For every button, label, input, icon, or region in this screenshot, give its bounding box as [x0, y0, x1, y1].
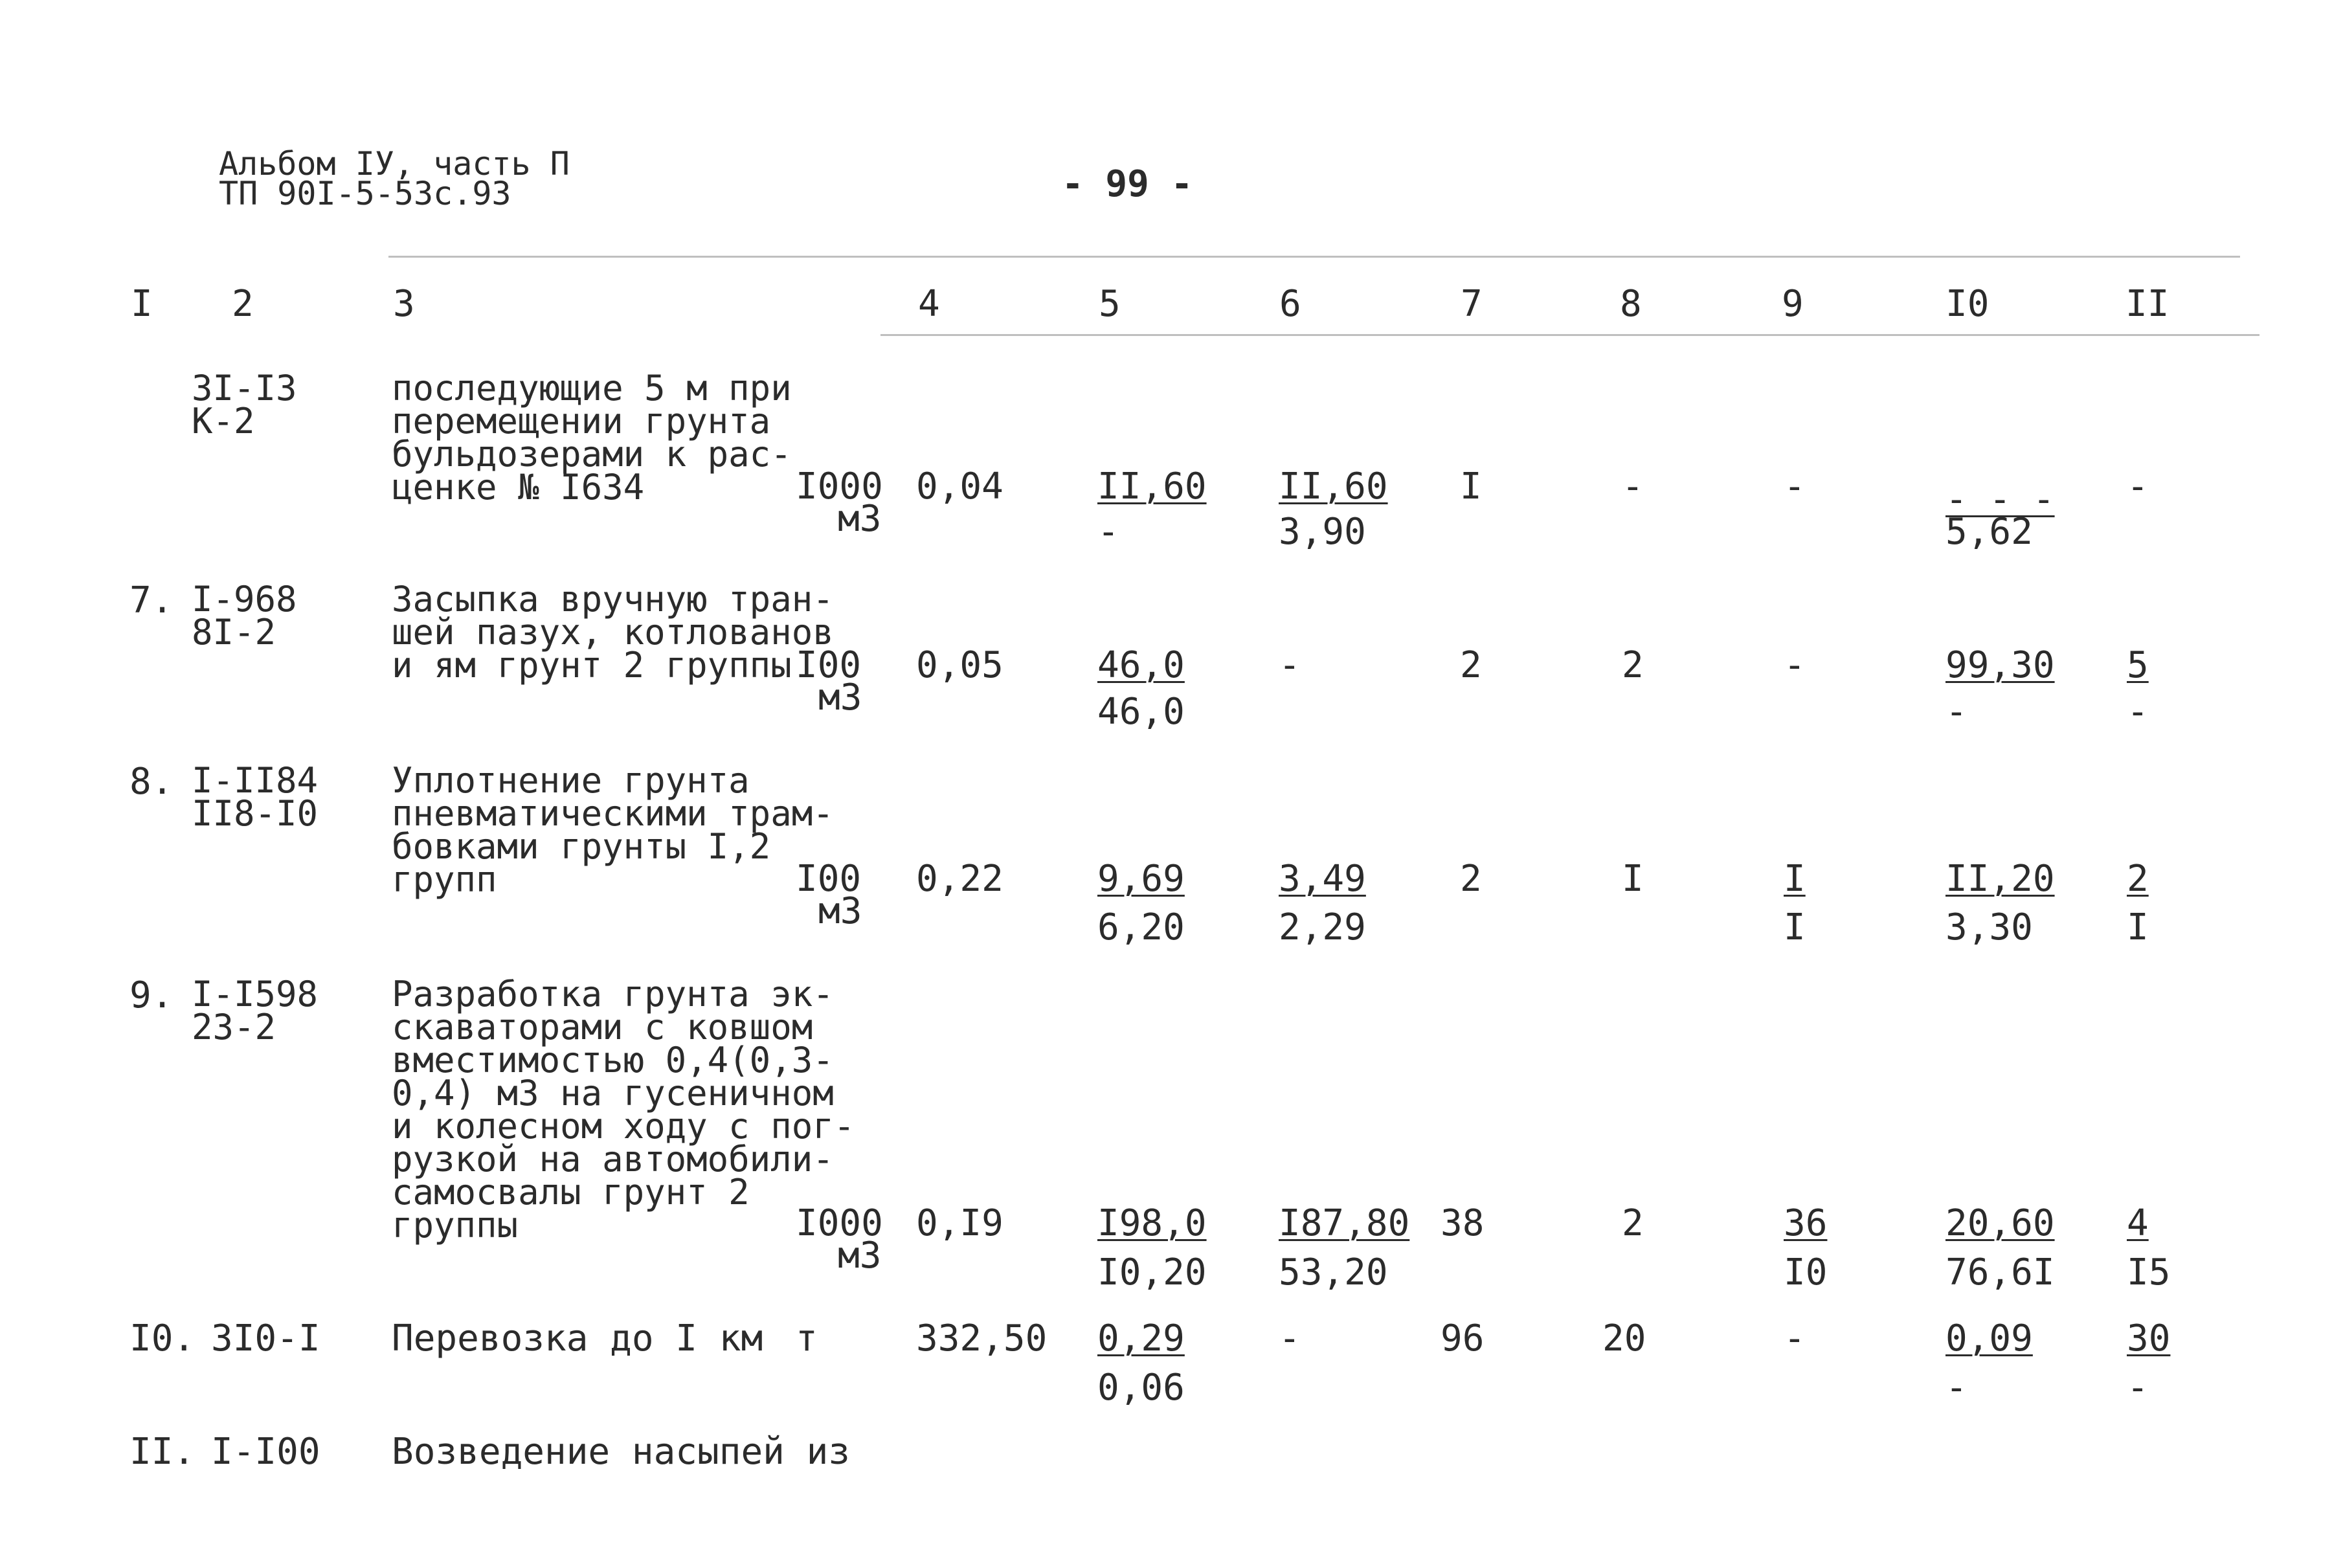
row-code: I-968 8I-2: [192, 579, 297, 653]
col10-top: 20,60: [1945, 1202, 2055, 1244]
col-11: II: [2125, 283, 2169, 325]
col5-top: 0,29: [1097, 1317, 1185, 1360]
col11-bottom: -: [2127, 1367, 2149, 1409]
unit-measure: м3: [818, 677, 862, 719]
col8: 2: [1622, 1202, 1644, 1244]
col6-bottom: 3,90: [1279, 511, 1366, 553]
col11-top: 5: [2127, 644, 2149, 686]
row-description: Уплотнение грунта пневматическими трам- бовками грунты I,2 групп: [392, 760, 834, 900]
col11-top: 4: [2127, 1202, 2149, 1244]
row-description: Разработка грунта эк- скаваторами с ковшом вместимостью 0,4(0,3- 0,4) м3 на гусеничном и колесном ходу с пог- рузкой на автомобили- самосвалы грунт 2 группы: [392, 974, 855, 1246]
col8: 20: [1602, 1317, 1646, 1360]
col10-bottom: -: [1945, 1367, 1968, 1409]
col11-bottom: I5: [2127, 1251, 2171, 1294]
row-description: последующие 5 м при перемещении грунта бульдозерами к рас- ценке № I634: [392, 368, 792, 508]
col9-top: 36: [1784, 1202, 1828, 1244]
row-number: 8.: [129, 761, 174, 803]
col5-bottom: 0,06: [1097, 1367, 1185, 1409]
row-description: Засыпка вручную тран- шей пазух, котлованов и ям грунт 2 группы: [392, 579, 834, 686]
col5-bottom: 6,20: [1097, 906, 1185, 948]
row-code: 3I0-I: [211, 1317, 320, 1360]
unit-measure: м3: [838, 498, 882, 540]
unit-value: I00: [796, 644, 862, 686]
project-code: ТП 90I-5-53с.93: [219, 175, 511, 212]
col-8: 8: [1620, 283, 1642, 325]
col11-top: 30: [2127, 1317, 2171, 1360]
col7: 2: [1460, 858, 1482, 900]
col-3: 3: [393, 283, 415, 325]
row-code: 3I-I3 К-2: [192, 368, 297, 442]
col10-top: 0,09: [1945, 1317, 2033, 1360]
col7: 2: [1460, 644, 1482, 686]
header-bottom-rule: [880, 334, 2259, 336]
col10-bottom: -: [1945, 691, 1968, 733]
unit-value: I000: [796, 1202, 883, 1244]
col8: -: [1622, 465, 1644, 508]
col6-top: I87,80: [1279, 1202, 1410, 1244]
unit-value: I00: [796, 858, 862, 900]
col10-bottom: 5,62: [1945, 511, 2033, 553]
col5-top: I98,0: [1097, 1202, 1207, 1244]
quantity: 0,05: [916, 644, 1003, 686]
col-1: I: [131, 283, 153, 325]
col9-top: -: [1784, 644, 1806, 686]
row-number: 9.: [129, 974, 174, 1016]
unit-measure: м3: [838, 1235, 882, 1277]
quantity: 0,04: [916, 465, 1003, 508]
col-2: 2: [232, 283, 254, 325]
unit-value: I000: [796, 465, 883, 508]
quantity: 332,50: [916, 1317, 1048, 1360]
col8: 2: [1622, 644, 1644, 686]
col6-bottom: 53,20: [1279, 1251, 1388, 1294]
col9-top: I: [1784, 858, 1806, 900]
col8: I: [1622, 858, 1644, 900]
col7: 38: [1441, 1202, 1485, 1244]
row-description: Перевозка до I км: [392, 1317, 763, 1360]
col6-bottom: 2,29: [1279, 906, 1366, 948]
col10-bottom: 3,30: [1945, 906, 2033, 948]
col11-top: 2: [2127, 858, 2149, 900]
row-code: I-I00: [211, 1431, 320, 1473]
col5-bottom: -: [1097, 511, 1119, 553]
unit-value: т: [796, 1317, 818, 1360]
header-top-rule: [388, 256, 2240, 258]
col-10: I0: [1945, 283, 1990, 325]
col9-top: -: [1784, 465, 1806, 508]
row-number: I0.: [129, 1317, 196, 1360]
quantity: 0,I9: [916, 1202, 1003, 1244]
col6-top: II,60: [1279, 465, 1388, 508]
col6-top: -: [1279, 644, 1301, 686]
col5-top: 9,69: [1097, 858, 1185, 900]
col6-top: 3,49: [1279, 858, 1366, 900]
row-description: Возведение насыпей из: [392, 1431, 851, 1473]
col-4: 4: [918, 283, 940, 325]
col11-top: -: [2127, 465, 2149, 508]
quantity: 0,22: [916, 858, 1003, 900]
col10-top: - - -: [1945, 478, 2055, 521]
col-5: 5: [1099, 283, 1121, 325]
page-number: - 99 -: [1062, 163, 1193, 205]
col9-top: -: [1784, 1317, 1806, 1360]
col11-bottom: -: [2127, 691, 2149, 733]
col-6: 6: [1279, 283, 1301, 325]
col5-top: II,60: [1097, 465, 1207, 508]
col5-bottom: 46,0: [1097, 691, 1185, 733]
col5-top: 46,0: [1097, 644, 1185, 686]
col6-top: -: [1279, 1317, 1301, 1360]
row-code: I-I598 23-2: [192, 974, 319, 1047]
row-code: I-II84 II8-I0: [192, 760, 319, 834]
col10-top: II,20: [1945, 858, 2055, 900]
col11-bottom: I: [2127, 906, 2149, 948]
album-title: Альбом IУ, часть П: [219, 145, 570, 183]
col9-bottom: I0: [1784, 1251, 1828, 1294]
col-9: 9: [1782, 283, 1804, 325]
row-number: 7.: [129, 579, 174, 622]
col9-bottom: I: [1784, 906, 1806, 948]
col7: 96: [1441, 1317, 1485, 1360]
col10-top: 99,30: [1945, 644, 2055, 686]
col5-bottom: I0,20: [1097, 1251, 1207, 1294]
unit-measure: м3: [818, 890, 862, 932]
col10-bottom: 76,6I: [1945, 1251, 2055, 1294]
row-number: II.: [129, 1431, 196, 1473]
col-7: 7: [1461, 283, 1483, 325]
col7: I: [1460, 465, 1482, 508]
